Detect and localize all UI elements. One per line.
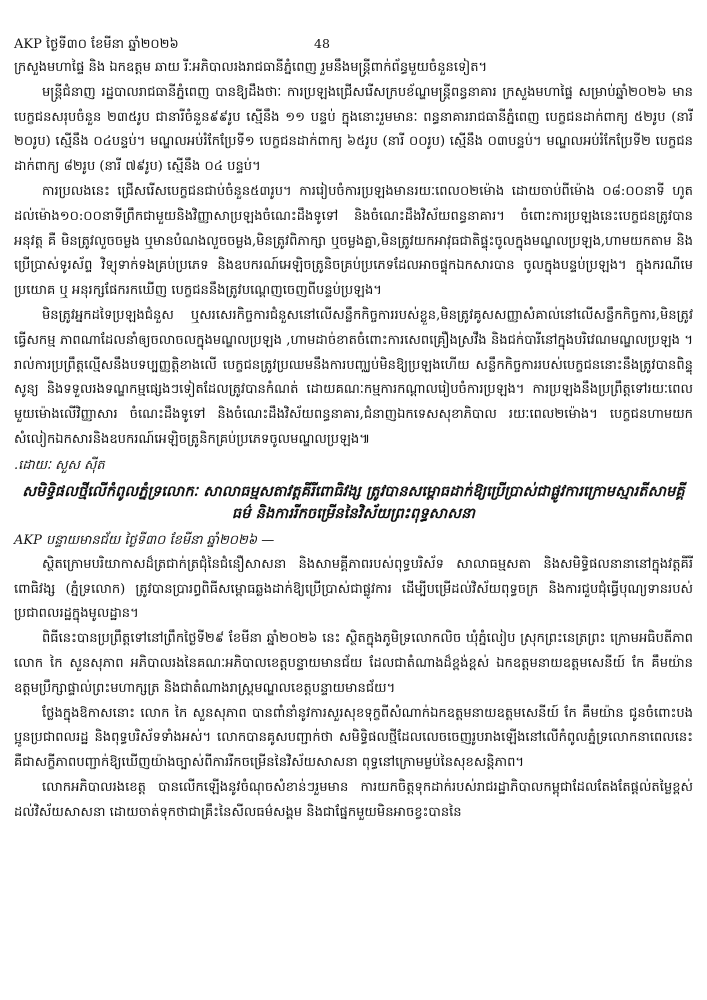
header-source-date: AKP ថ្ងៃទី៣០ ខែមីនា ឆ្នាំ២០២៦ xyxy=(14,37,179,52)
story-prison-exam xyxy=(14,56,693,477)
story-pagoda-inauguration xyxy=(14,481,693,826)
story1-paragraph-2: មន្ត្រីជំនាញ រដ្ឋបាលរាជធានីភ្នំពេញ បានឱ្យដឹងថាៈ ការប្រឡងជ្រើសរើសក្របខ័ណ្ឌមន្ត្រីពន្ធនាគារ ក្រសួងមហាផ្ទៃ សម្រាប់ឆ្នាំ២០២៦ មានបេក្ខជនសរុបចំនួន ២៣៥រូប ជានារីចំនួន៩៩រូប ស្មើនឹង ១១ បន្ទប់ ក្នុងនោះរួមមានៈ ពន្ធនាគាររាជធានីភ្នំពេញ បេក្ខជនដាក់ពាក្យ ៥២រូប (នារី ២០រូប) ស្មើនឹង ០៤បន្ទប់។ មណ្ឌលអប់រំកែប្រែទី១ បេក្ខជនដាក់ពាក្យ ៦៥រូប (នារី ០០រូប) ស្មើនឹង ០៣បន្ទប់។ មណ្ឌលអប់រំកែប្រែទី២ បេក្ខជនដាក់ពាក្យ ៨២រូប (នារី ៧៩រូប) ស្មើនឹង ០៤ បន្ទប់។ xyxy=(14,84,693,175)
story1-paragraph-3: ការប្រលងនេះ ជ្រើសរើសបេក្ខជនជាប់ចំនួន៥៣រូប។ ការរៀបចំការប្រឡងមានរយៈពេល០២ម៉ោង ដោយចាប់ពីម៉ោង ០៨:០០នាទី ហូតដល់ម៉ោង១០:០០នាទីព្រឹកជាមួយនិងវិញ្ញាសាប្រឡងចំណេះដឹងទូទៅ និងចំណេះដឹងវិស័យពន្ធនាគារ។ ចំពោះការប្រឡងនេះបេក្ខជនត្រូវបានអនុវត្ត គឺ មិនត្រូវលួចចម្លង ឬមានបំណងលួចចម្លង,មិនត្រូវពិភាក្សា ឬចម្លងគ្នា,មិនត្រូវយកអាវុធជាតិផ្ទុះចូលក្នុងមណ្ឌលប្រឡង,ហាមយកតាម និងប្រើប្រាស់ទូរស័ព្ទ វិទ្យុទាក់ទងគ្រប់ប្រភេទ និងឧបករណ៍អេឡិចត្រូនិចគ្រប់ប្រភេទដែលអាចផ្ទុកឯកសារបាន ចូលក្នុងបន្ទប់ប្រឡង។ ក្នុងករណីមេប្រយោគ ឬ អនុរក្សផែករកឃើញ បេក្ខជននឹងត្រូវបណ្តេញចេញពីបន្ទប់ប្រឡង។ xyxy=(14,183,693,299)
story2-paragraph-4: លោកអភិបាលរងខេត្ត បានលើកឡើងនូវចំណុចសំខាន់ៗរួមមាន ការយកចិត្តទុកដាក់របស់រាជរដ្ឋាភិបាលកម្ពុជាដែលតែងតែផ្តល់តម្លៃខ្ពស់ដល់វិស័យសាសនា ដោយចាត់ទុកថាជាគ្រឹះនៃសីលធម៌សង្គម និងជាផ្នែកមួយមិនអាចខ្វះបាននៃ xyxy=(14,779,693,820)
story2-dateline: AKP បន្ទាយមានជ័យ ថ្ងៃទី៣០ ខែមីនា ឆ្នាំ២០២៦ — xyxy=(14,532,275,548)
story1-paragraph-4: មិនត្រូវអ្នកដទៃប្រឡងជំនួស ឬសរសេរកិច្ចការជំនួសនៅលើសន្លឹកកិច្ចការរបស់ខ្លួន,មិនត្រូវគូសសញ្ញាសំគាល់នៅលើសន្លឹកកិច្ចការ,មិនត្រូវធ្វើសកម្ម ភាពណាដែលនាំឲ្យចលាចលក្នុងមណ្ឌលប្រឡង ,ហាមដាច់ខាតចំពោះការសេពគ្រឿងស្រវឹង និងជក់បារីនៅក្នុងបរិវេណមណ្ឌលប្រឡង ។ រាល់ការប្រព្រឹត្តល្មើសនឹងបទប្បញ្ញត្តិខាងលើ បេក្ខជនត្រូវប្រឈមនឹងការបញ្ឈប់មិនឱ្យប្រឡងហើយ សន្លឹកកិច្ចការរបស់បេក្ខជននោះនឹងត្រូវបានពិន្ទុសូន្យ និងទទួលរងទណ្ឌកម្មផ្សេងៗទៀតដែលត្រូវបានកំណត់ ដោយគណៈកម្មការកណ្តាលរៀបចំការប្រឡង។ ការប្រឡងនឹងប្រព្រឹត្តទៅរយៈពេលមួយម៉ោងលើវិញ្ញាសារ ចំណេះដឹងទូទៅ និងចំណេះដឹងវិស័យពន្ធនាគារ,ជំនាញឯកទេសសុខាភិបាល រយៈពេល២ម៉ោង។ បេក្ខជនហាមយកសំលៀកឯកសារនិងឧបករណ៍អេឡិចត្រូនិកគ្រប់ប្រភេទចូលមណ្ឌលប្រឡង៕ xyxy=(14,307,693,447)
story2-paragraph-2: ពិធីនេះបានប្រព្រឹត្តទៅនៅព្រឹកថ្ងៃទី២៩ ខែមីនា ឆ្នាំ២០២៦ នេះ ស្ថិតក្នុងភូមិទ្រលោកលិច ឃុំភ្នំលៀប ស្រុកព្រះនេត្រព្រះ ក្រោមអធិបតីភាពលោក កៃ សួនសុភាព អភិបាលរងនៃគណៈអភិបាលខេត្តបន្ទាយមានជ័យ ដែលជាតំណាងដ៏ខ្ពង់ខ្ពស់ ឯកឧត្តមនាយឧត្តមសេនីយ៍ កែ គឹមយ៉ាន ឧត្តមប្រឹក្សាផ្ទាល់ព្រះមហាក្សត្រ និងជាតំណាងរាស្ត្រមណ្ឌលខេត្តបន្ទាយមានជ័យ។ xyxy=(14,631,693,696)
story1-paragraph-1: ក្រសួងមហាផ្ទៃ និង ឯកឧត្តម ឆាយ រីៈអភិបាលរងរាជធានីភ្នំពេញ រួមនឹងមន្ត្រីពាក់ព័ន្ធមួយចំនួនទៀត។ xyxy=(14,60,488,75)
page-number: 48 xyxy=(314,36,330,51)
story2-paragraph-3: ថ្លែងក្នុងឱកាសនោះ លោក កៃ សួនសុភាព បានពាំនាំនូវការសួរសុខទុក្ខពីសំណាក់ឯកឧត្តមនាយឧត្តមសេនីយ៍ កែ គឹមយ៉ាន ជូនចំពោះបងប្អូនប្រជាពលរដ្ឋ និងពុទ្ធបរិស័ទទាំងអស់។ លោកបានគូសបញ្ជាក់ថា សមិទ្ធិផលថ្មីដែលលេចចេញរូបរាងឡើងនៅលើកំពូលភ្នំទ្រលោកនាពេលនេះ គឺជាសក្ខីភាពបញ្ជាក់ឱ្យឃើញយ៉ាងច្បាស់ពីការរីកចម្រើននៃវិស័យសាសនា ពុទ្ធនៅក្រោមម្លប់នៃសុខសន្តិភាព។ xyxy=(14,705,693,771)
page-header xyxy=(14,36,693,56)
story1-byline: .ដោយៈ សួស ស៊ីត xyxy=(14,457,105,473)
story2-paragraph-1: ស្ថិតក្រោមបរិយាកាសដ៏ត្រជាក់ត្រជុំនៃជំនឿសាសនា និងសាមគ្គីភាពរបស់ពុទ្ធបរិស័ទ សាលាធម្មសតា និងសមិទ្ធិផលនានានៅក្នុងវត្តគីរីពោធិវង្ស (ភ្នំទ្រលោក) ត្រូវបានប្រារព្ធពិធីសម្ពោធឆ្លងដាក់ឱ្យប្រើប្រាស់ជាផ្លូវការ ដើម្បីបម្រើដល់វិស័យពុទ្ធចក្រ និងការជួបជុំធ្វើបុណ្យទានរបស់ប្រជាពលរដ្ឋក្នុងមូលដ្ឋាន។ xyxy=(14,556,693,622)
story2-headline: សមិទ្ធិផលថ្មីលើកំពូលភ្នំទ្រលោកៈ សាលាធម្មសតាវត្តគីរីពោធិវង្ស ត្រូវបានសម្ពោធដាក់ឱ្យប្រើប្រាស់ជាផ្លូវការក្រោមស្មារតីសាមគ្គីធម៌ និងការរីកចម្រើននៃវិស័យព្រះពុទ្ធសាសនា xyxy=(22,482,685,522)
